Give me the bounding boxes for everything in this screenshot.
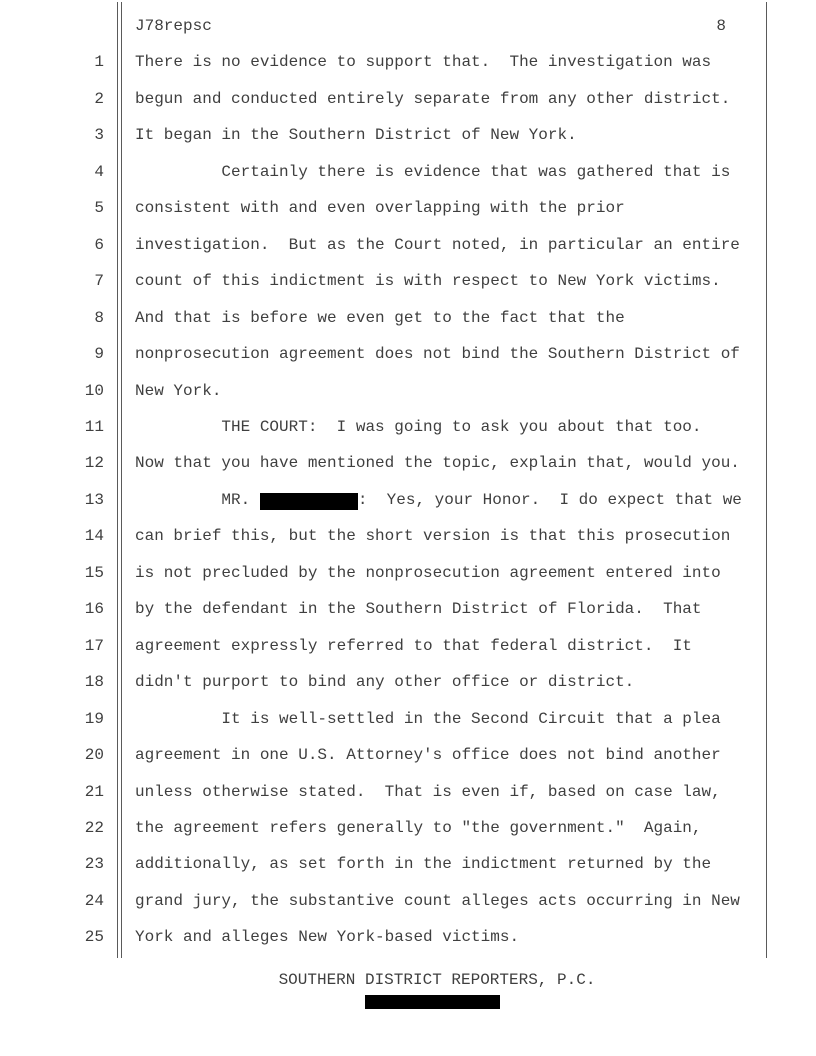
line-number: 20 [84,746,104,765]
line-text-segment: additionally, as set forth in the indictment returned by the [135,855,712,874]
line-number: 23 [84,855,104,874]
line-number: 8 [94,308,104,327]
redaction-bar [260,493,358,510]
line-text [104,846,711,882]
header-page-number: 8 [716,17,726,35]
line-text-segment: didn't purport to bind any other office or district. [135,673,635,692]
line-text-segment: unless otherwise stated. That is even if, based on case law, [135,782,721,801]
line-number: 5 [94,199,104,218]
line-text [104,154,730,190]
transcript-line [0,810,816,846]
transcript-line [0,591,816,627]
line-text-segment: agreement in one U.S. Attorney's office does not bind another [135,746,721,765]
transcript-line [0,518,816,554]
line-text-segment: THE COURT: I was going to ask you about that too. [135,417,702,436]
line-text-segment: agreement expressly referred to that federal district. It [135,636,692,655]
line-text [104,774,721,810]
transcript-line [0,44,816,80]
line-number: 22 [84,818,104,837]
line-text-segment: by the defendant in the Southern District of Florida. That [135,600,702,619]
line-text [104,810,702,846]
line-text [104,482,742,518]
line-text [104,117,577,153]
line-text-segment: It began in the Southern District of New York. [135,126,577,145]
line-text [104,664,634,700]
transcript-line [0,445,816,481]
line-text [104,591,702,627]
transcript-line [0,263,816,299]
line-text-segment: can brief this, but the short version is that this prosecution [135,527,731,546]
line-text [104,628,692,664]
line-number: 3 [94,126,104,145]
line-text-segment: the agreement refers generally to "the government." Again, [135,818,702,837]
line-number: 1 [94,53,104,72]
line-text-segment: It is well-settled in the Second Circuit that a plea [135,709,721,728]
transcript-page [0,8,816,956]
transcript-line [0,227,816,263]
line-text-segment: begun and conducted entirely separate from any other district. [135,89,731,108]
transcript-line [0,555,816,591]
line-number: 19 [84,709,104,728]
transcript-line [0,373,816,409]
line-number: 16 [84,600,104,619]
line-text [104,263,721,299]
line-number: 18 [84,673,104,692]
line-number: 10 [84,381,104,400]
line-number: 25 [84,928,104,947]
header-doc-id: J78repsc [135,17,212,35]
line-text [104,919,519,955]
line-text-segment: consistent with and even overlapping with the prior [135,199,625,218]
line-text [104,409,702,445]
line-text-segment: count of this indictment is with respect to New York victims. [135,272,721,291]
line-number: 15 [84,563,104,582]
transcript-line [0,190,816,226]
line-number: 13 [84,490,104,509]
line-text-segment: nonprosecution agreement does not bind the Southern District of [135,345,740,364]
transcript-line [0,336,816,372]
transcript-line [0,846,816,882]
line-text-segment: MR. [135,490,260,509]
line-text [104,445,740,481]
line-number: 4 [94,162,104,181]
line-number: 12 [84,454,104,473]
line-text-segment: is not precluded by the nonprosecution agreement entered into [135,563,721,582]
transcript-line [0,409,816,445]
line-text [104,555,721,591]
line-text-segment: investigation. But as the Court noted, in particular an entire [135,235,740,254]
transcript-line [0,883,816,919]
transcript-line [0,701,816,737]
line-text [104,81,730,117]
line-number: 17 [84,636,104,655]
line-number: 9 [94,345,104,364]
page-header [0,8,816,44]
line-text-segment: There is no evidence to support that. The investigation was [135,53,712,72]
line-number: 6 [94,235,104,254]
transcript-line [0,482,816,518]
line-text [104,44,711,80]
line-number: 24 [84,891,104,910]
line-text [104,190,625,226]
line-text-segment: Certainly there is evidence that was gathered that is [135,162,731,181]
line-text [104,883,740,919]
line-text-segment: And that is before we even get to the fact that the [135,308,625,327]
transcript-lines [0,44,816,955]
transcript-line [0,737,816,773]
footer-reporters-org: SOUTHERN DISTRICT REPORTERS, P.C. [278,971,596,989]
line-text [104,737,721,773]
footer-redaction-bar [365,995,500,1009]
line-text-segment: Now that you have mentioned the topic, explain that, would you. [135,454,740,473]
transcript-line [0,154,816,190]
transcript-line [0,300,816,336]
line-text [104,701,721,737]
transcript-line [0,774,816,810]
transcript-line [0,81,816,117]
line-number: 7 [94,272,104,291]
transcript-line [0,664,816,700]
line-text-segment: : Yes, your Honor. I do expect that we [357,490,742,509]
line-number: 14 [84,527,104,546]
line-number: 2 [94,89,104,108]
transcript-line [0,628,816,664]
line-text [104,373,221,409]
line-text-segment: New York. [135,381,222,400]
line-text [104,518,730,554]
line-text [104,300,625,336]
line-number: 21 [84,782,104,801]
transcript-line [0,117,816,153]
line-text-segment: grand jury, the substantive count alleges acts occurring in New [135,891,740,910]
line-number: 11 [84,417,104,436]
line-text [104,336,740,372]
line-text [104,227,740,263]
transcript-line [0,919,816,955]
line-text-segment: York and alleges New York-based victims. [135,928,520,947]
